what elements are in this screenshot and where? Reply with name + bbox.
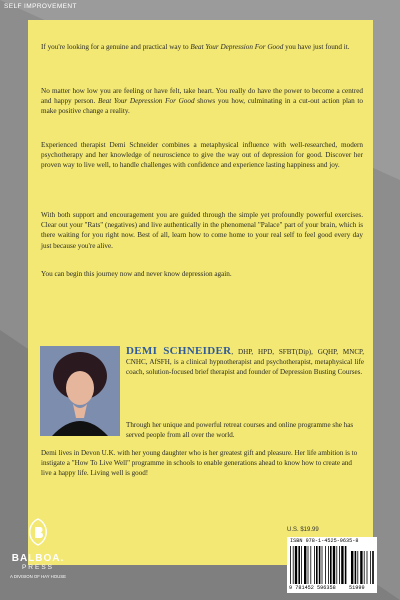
publisher-logo [10,518,66,579]
price-label: U.S. $19.99 [287,527,319,533]
barcode [287,537,377,593]
author-name: DEMI SCHNEIDER [126,345,232,357]
author-bio: DEMI SCHNEIDER, DHP, HPD, SFBT(Dip), GQHP, MNCP, CNHC, AfSFH, is a clinical hypnotherapist and psychotherapist, metaphysical life coach, solution-focused brief therapist and founder of Depression Busting Courses. [126,345,364,376]
intro-paragraph: If you're looking for a genuine and practical way to Beat Your Depression For Good you have just found it. [41,43,350,51]
author-bio-courses: Through her unique and powerful retreat courses and online programme she has served people from all over the world. [126,421,354,439]
author-bio-life: Demi lives in Devon U.K. with her young daughter who is her greatest gift and pleasure. Her life ambition is to instigate a "How To Live Well" programme in schools to enable generations ahead to know how to create and live a happy life. Living well is good! [41,449,358,477]
category-label: SELF IMPROVEMENT [4,3,77,10]
paragraph-therapist: Experienced therapist Demi Schneider combines a metaphysical influence with well-researched, modern psychotherapy and her knowledge of neuroscience to give the way out of depression for good. Discover her proven way to live well, to handle challenges with confidence and experience lasting happiness and joy. [41,141,363,170]
paragraph-closing: You can begin this journey now and never know depression again. [41,270,232,278]
barcode-addon: 51999 [349,585,365,591]
author-photo [40,346,120,436]
isbn-text: ISBN 978-1-4525-9635-8 [290,538,359,544]
publisher-division: A DIVISION OF HAY HOUSE [10,574,66,579]
publisher-sub: PRESS [21,564,55,571]
paragraph-take-heart: No matter how low you are feeling or have felt, take heart. You really do have the power to become a centred and happy person. Beat Your Depression For Good shows you how, culminating in a cut-out action plan to make positive change a reality. [41,87,364,116]
barcode-number: 9 781452 596358 [289,585,336,591]
barcode-bars [290,546,374,584]
balboa-b-icon [25,518,51,546]
publisher-name: BALBOA. [11,553,65,564]
paragraph-exercises: With both support and encouragement you are guided through the simple yet profoundly powerful exercises. Clear out your "Rats" (negatives) and live authentically in the phenomenal "Palace" part of your brain, which is there waiting for you right now. Best of all, learn how to come home to your real self to feel good every day just because you're alive. [41,211,363,250]
